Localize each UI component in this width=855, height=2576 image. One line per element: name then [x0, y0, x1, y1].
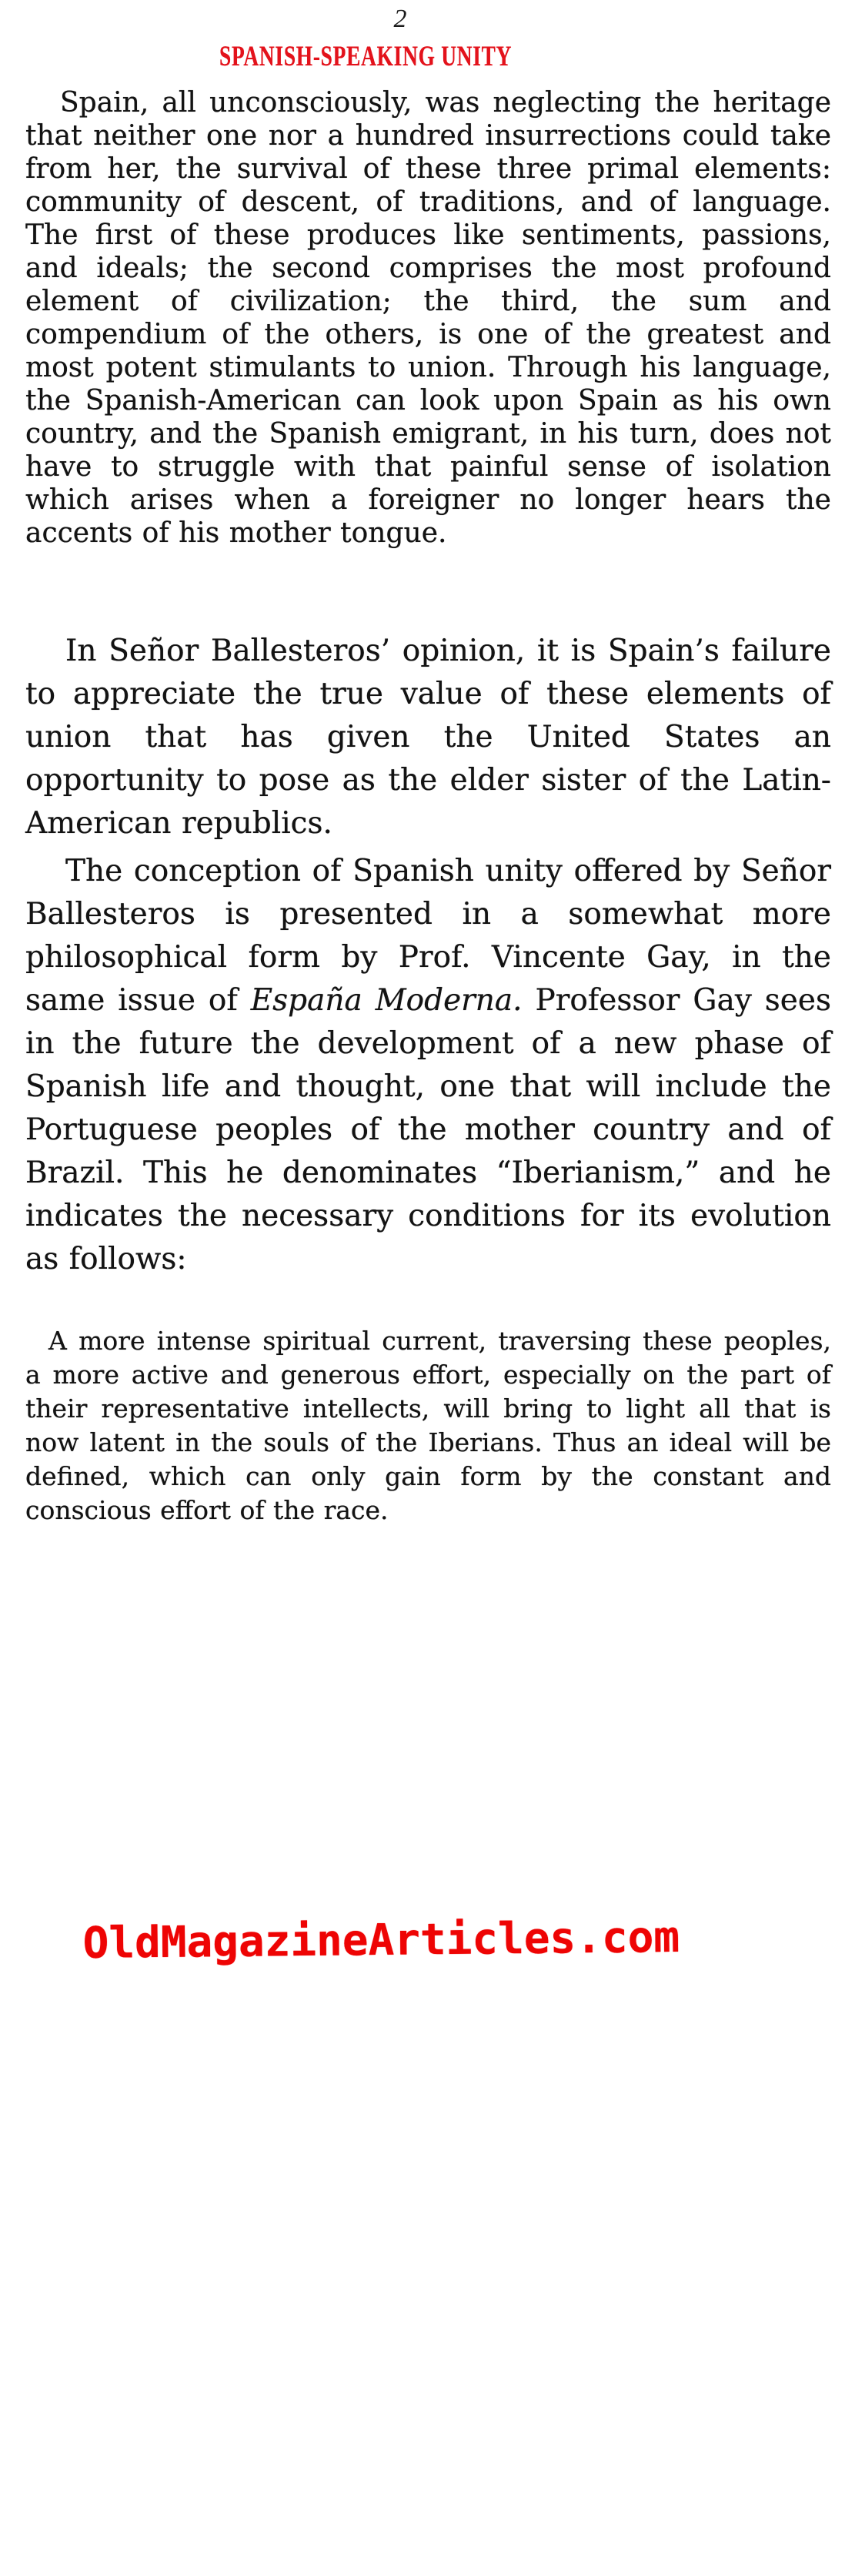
watermark-url: OldMagazineArticles.com — [82, 1912, 680, 1969]
article-paragraph — [25, 850, 831, 1281]
article-title: SPANISH-SPEAKING UNITY — [219, 41, 513, 72]
article-paragraph: In Señor Ballesteros’ opinion, it is Spain’s failure to appreciate the true value of these elements of union that has given the United States an opportunity to pose as the elder sister of the Latin-American republics. — [25, 634, 831, 841]
page-number: 2 — [393, 5, 407, 33]
article-paragraph: Spain, all unconsciously, was neglecting the heritage that neither one nor a hundred insurrections could take from her, the survival of these three primal elements: community of descent, of traditions, and of language. The first of these produces like sentiments, passions, and ideals; the second comprises the most profound element of civilization; the third, the sum and compendium of the others, is one of the greatest and most potent stimulants to union. Through his language, the Spanish-American can look upon Spain as his own country, and the Spanish emigrant, in his turn, does not have to struggle with that painful sense of isolation which arises when a foreigner no longer hears the accents of his mother tongue. — [25, 87, 831, 549]
article-blockquote: A more intense spiritual current, traversing these peoples, a more active and generous effort, especially on the part of their representative intellects, will bring to light all that is now latent in the souls of the Iberians. Thus an ideal will be defined, which can only gain form by the constant and conscious effort of the race. — [25, 1326, 831, 1525]
paragraph-text-segment: The conception of Spanish unity offered by Señor Ballesteros is presented in a somewhat more philosophical form by Prof. Vincente Gay, in the same issue of — [25, 854, 831, 1018]
journal-title-italic: España Moderna. — [250, 983, 523, 1018]
paragraph-text-segment: Professor Gay sees in the future the development of a new phase of Spanish life and thought, one that will include the Portuguese peoples of the mother country and of Brazil. This he denominates “Iberianism,” and he indicates the necessary conditions for its evolution as follows: — [25, 983, 831, 1276]
